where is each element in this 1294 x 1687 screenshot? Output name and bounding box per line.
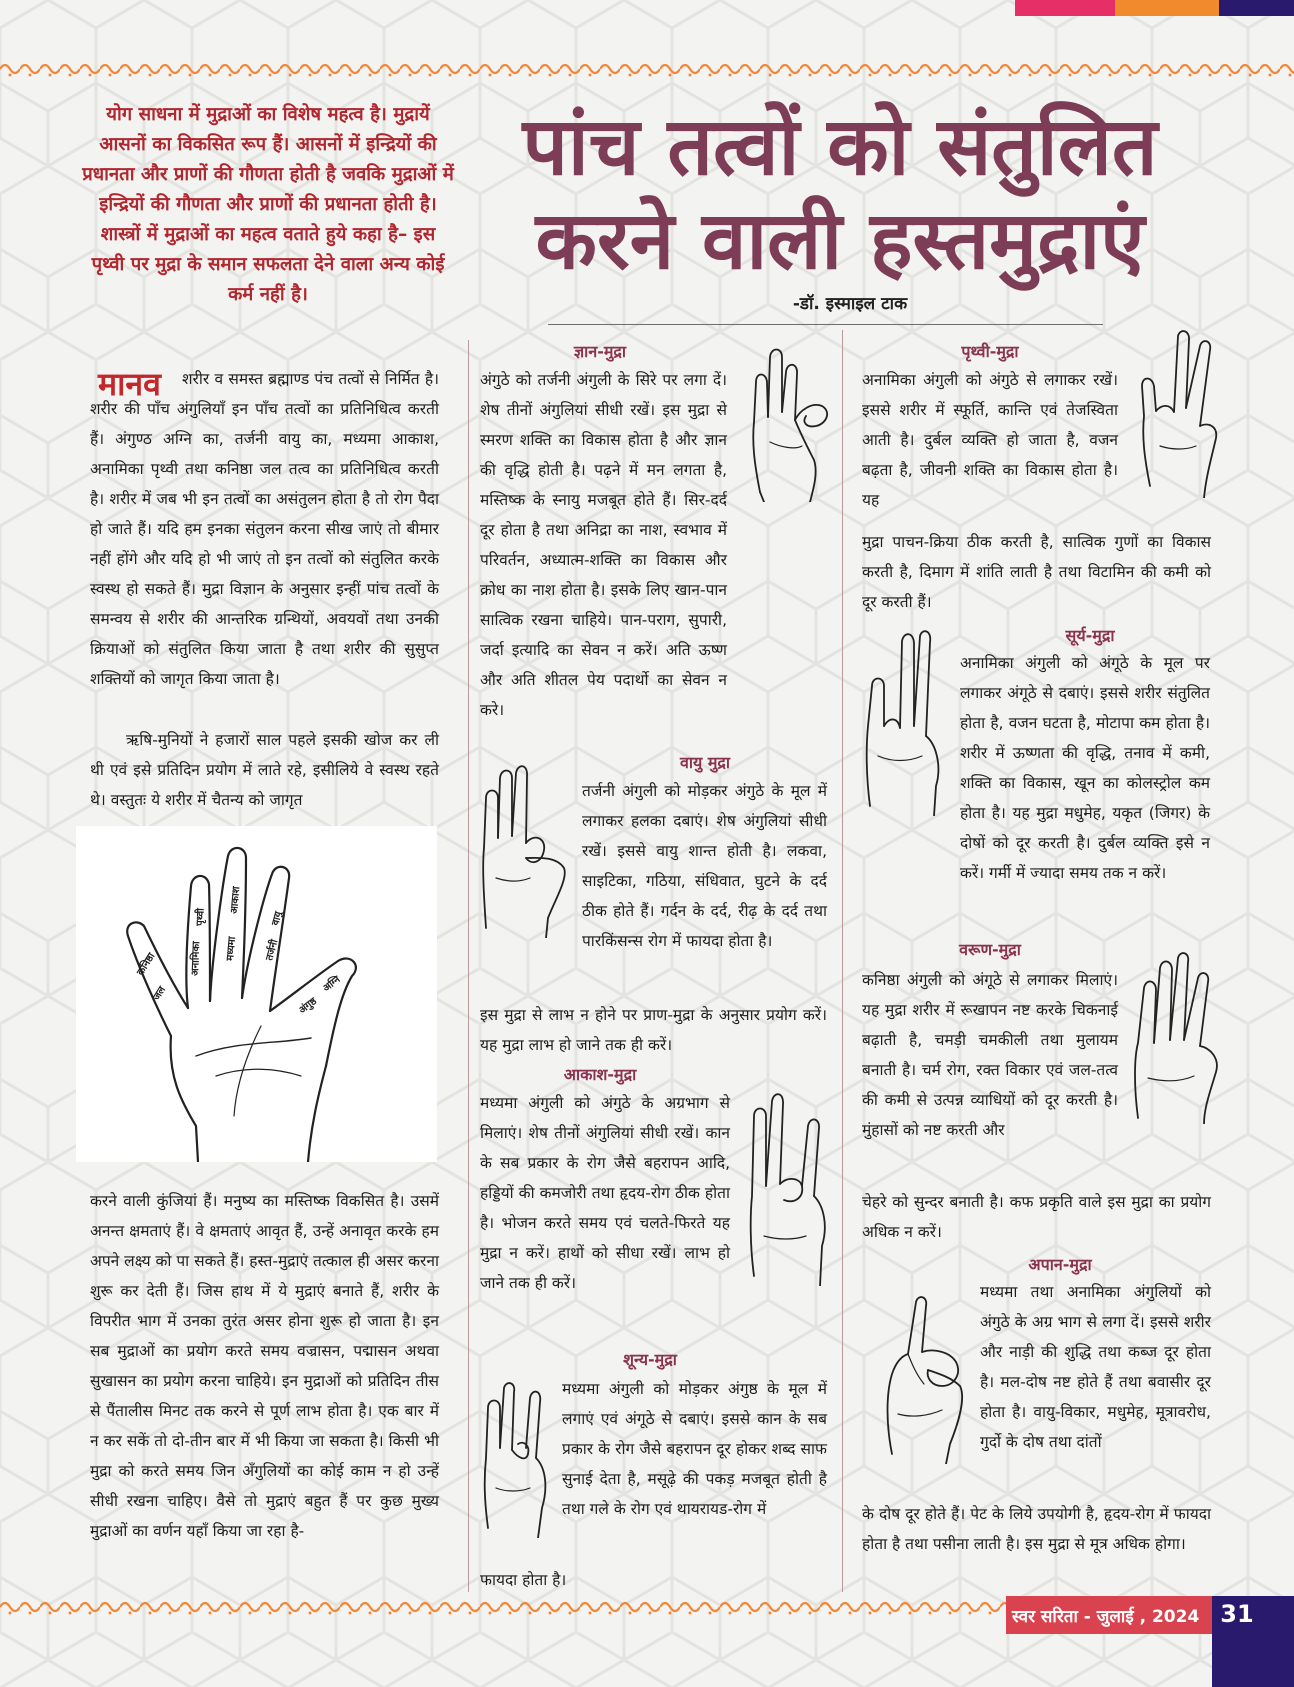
author-byline: -डॉ. इस्माइल टाक (792, 294, 908, 314)
heading-akash-mudra: आकाश-मुद्रा (563, 1065, 637, 1084)
heading-varun-mudra: वरूण-मुद्रा (959, 940, 1021, 959)
vayu-mudra-text-continued (480, 1000, 827, 1060)
hand-label-middle: मध्यमा (225, 936, 239, 962)
vayu-mudra-paragraph: तर्जनी अंगुली को मोड़कर अंगुठे के मूल में लगाकर हलका दबाएं। शेष अंगुलियां सीधी रखें। इससे वायु शान्त होती है। लकवा, साइटिका, गठिया, संधिवात, घुटने के दर्द ठीक होते हैं। गर्दन के दर्द, रीढ़ के दर्द तथा पारकिंसन्स रोग में फायदा होता है। (582, 782, 827, 950)
hand-label-earth: पृथ्वी (195, 908, 207, 927)
vayu-mudra-paragraph-2: इस मुद्रा से लाभ न होने पर प्राण-मुद्रा के अनुसार प्रयोग करें। यह मुद्रा लाभ हो जाने तक ही करें। (480, 1006, 827, 1054)
apan-mudra-text-continued (862, 1499, 1211, 1559)
akash-mudra-text (480, 1088, 730, 1298)
gyan-mudra-paragraph: अंगुठे को तर्जनी अंगुली के सिरे पर लगा दें। शेष तीनों अंगुलियां सीधी रखें। इस मुद्रा से स्मरण शक्ति का विकास होता है और ज्ञान की वृद्धि होती है। पढ़ने में मन लगता है, मस्तिष्क के स्नायु मजबूत होते हैं। सिर-दर्द दूर होता है तथा अनिद्रा का नाश, स्वभाव में परिवर्तन, अध्यात्म-शक्ति का विकास और क्रोध का नाश होता है। इसके लिए खान-पान सात्विक रखना चाहिये। पान-पराग, सुपारी, जर्दा इत्यादि का सेवन न करें। अति ऊष्ण और अति शीतल पेय पदार्थो का सेवन न करे। (480, 371, 727, 719)
hand-label-ring: अनामिका (190, 941, 203, 977)
shunya-mudra-text (562, 1374, 827, 1524)
heading-surya-mudra: सूर्य-मुद्रा (1065, 626, 1115, 645)
title-line-2: करने वाली हस्तमुद्राएं (535, 194, 1145, 287)
hand-label-pinky: कनिष्ठा (135, 951, 158, 978)
page-number: 31 (1220, 1600, 1254, 1628)
heading-vayu-mudra: वायु मुद्रा (679, 753, 731, 772)
prithvi-mudra-paragraph-2: मुद्रा पाचन-क्रिया ठीक करती है, सात्विक गुणों का विकास करती है, दिमाग में शांति लाती है तथा विटामिन की कमी को दूर करती हैं। (862, 533, 1211, 611)
varun-mudra-figure (1124, 948, 1234, 1124)
shunya-mudra-paragraph: मध्यमा अंगुली को मोड़कर अंगुष्ठ के मूल में लगाएं एवं अंगूठे से दबाएं। इससे कान के सब प्रकार के रोग जैसे बहरापन दूर होकर शब्द साफ सुनाई देता है, मसूढ़े की पकड़ मजबूत होती है तथा गले के रोग एवं थायरायड-रोग में (562, 1380, 827, 1518)
varun-mudra-hand-icon (1124, 948, 1234, 1124)
title-line-1: पांच तत्वों को संतुलित (522, 100, 1158, 193)
drop-word: मानव (98, 365, 161, 403)
varun-mudra-text-continued (862, 1187, 1211, 1247)
prithvi-mudra-text-continued (862, 527, 1211, 617)
hand-label-index: तर्जनी (264, 938, 281, 962)
hand-label-water: जल (151, 984, 169, 1003)
apan-mudra-figure (872, 1294, 980, 1464)
akash-mudra-paragraph: मध्यमा अंगुली को अंगुठे के अग्रभाग से मिलाएं। शेष तीनों अंगुलियां सीधी रखें। कान के सब प्रकार के रोग जैसे बहरापन आदि, हड्डियों की कमजोरी तथा हृदय-रोग ठीक होता है। भोजन करते समय एवं चलते-फिरते यह मुद्रा न करें। हाथों को सीधा रखें। लाभ हो जाने तक ही करें। (480, 1094, 730, 1292)
column-divider-1 (468, 340, 469, 1592)
col1-paragraph-3 (90, 1186, 439, 1546)
gyan-mudra-hand-icon (740, 342, 840, 502)
gyan-mudra-text (480, 365, 727, 725)
akash-mudra-hand-icon (744, 1086, 838, 1286)
col1-paragraph-2 (90, 725, 439, 815)
apan-mudra-paragraph: मध्यमा तथा अनामिका अंगुलियों को अंगुठे के अग्र भाग से लगा दें। इससे शरीर और नाड़ी की शुद्धि तथा कब्ज दूर होता है। मल-दोष नष्ट होते हैं तथा बवासीर दूर होता है। वायु-विकार, मधुमेह, मूत्रावरोध, गुर्दो के दोष तथा दांतों (980, 1283, 1211, 1451)
heading-shunya-mudra: शून्य-मुद्रा (623, 1350, 677, 1369)
surya-mudra-paragraph: अनामिका अंगुली को अंगूठे के मूल पर लगाकर अंगूठे से दबाएं। इससे शरीर संतुलित होता है, वजन घटता है, मोटापा कम होता है। शरीर में ऊष्णता की वृद्धि, तनाव में कमी, शक्ति का विकास, खून का कोलस्ट्रोल कम होता है। यह मुद्रा मधुमेह, यकृत (जिगर) के दोषों को दूर करती है। दुर्बल व्यक्ति इसे न करें। गर्मी में ज्यादा समय तक न करें। (960, 654, 1210, 882)
apan-mudra-paragraph-2: के दोष दूर होते हैं। पेट के लिये उपयोगी है, हृदय-रोग में फायदा होता है तथा पसीना लाती है। इस मुद्रा से मूत्र अधिक होगा। (862, 1505, 1211, 1553)
para2-text: ऋषि-मुनियों ने हजारों साल पहले इसकी खोज कर ली थी एवं इसे प्रतिदिन प्रयोग में लाते रहे, इसीलिये वे स्वस्थ रहते थे। वस्तुतः ये शरीर में चैतन्य को जागृत (90, 731, 439, 809)
hand-label-fire: अग्नि (321, 974, 343, 995)
vayu-mudra-figure (476, 758, 576, 938)
varun-mudra-text (862, 965, 1118, 1145)
prithvi-mudra-text (862, 365, 1118, 515)
column-divider-2 (842, 330, 843, 1592)
varun-mudra-paragraph-2: चेहरे को सुन्दर बनाती है। कफ प्रकृति वाले इस मुद्रा का प्रयोग अधिक न करें। (862, 1193, 1211, 1241)
surya-mudra-hand-icon (858, 626, 954, 816)
col1-opening-paragraph (90, 364, 439, 694)
heading-prithvi-mudra: पृथ्वी-मुद्रा (961, 342, 1019, 361)
varun-mudra-paragraph: कनिष्ठा अंगुली को अंगूठे से लगाकर मिलाएं। यह मुद्रा शरीर में रूखापन नष्ट करके चिकनाई बढ़ाती है, चमड़ी चमकीली तथा मुलायम बनाती है। चर्म रोग, रक्त विकार एवं जल-तत्व की कमी से उत्पन्न व्याधियों को दूर करती है। मुंहासों को नष्ट करती और (862, 971, 1118, 1139)
gyan-mudra-figure (740, 342, 840, 502)
shunya-mudra-text-continued (480, 1565, 827, 1595)
vayu-mudra-hand-icon (476, 758, 576, 938)
shunya-mudra-paragraph-2: फायदा होता है। (480, 1571, 567, 1589)
decorative-border-top (0, 60, 1294, 78)
hand-label-sky: आकाश (229, 886, 243, 915)
byline-rule (548, 324, 1103, 325)
surya-mudra-figure (858, 626, 954, 816)
opening-text: शरीर व समस्त ब्रह्माण्ड पंच तत्वों से निर्मित है। शरीर की पाँच अंगुलियाँ इन पाँच तत्वों का प्रतिनिधित्व करती हैं। अंगुण्ठ अग्नि का, तर्जनी वायु का, मध्यमा आकाश, अनामिका पृथ्वी तथा कनिष्ठा जल तत्व का प्रतिनिधित्व करती है। शरीर में जब भी इन तत्वों का असंतुलन होता है तो रोग पैदा हो जाते हैं। यदि हम इनका संतुलन करना सीख जाएं तो बीमार नहीं होंगे और यदि हो भी जाएं तो इन तत्वों को संतुलित करके स्वस्थ हो सकते हैं। मुद्रा विज्ञान के अनुसार इन्हीं पांच तत्वों के समन्वय से शरीर की आन्तरिक ग्रन्थियों, अवयवों तथा उनकी क्रियाओं को संतुलित किया जाता है तथा शरीर की सुसुप्त शक्तियों को जागृत किया जाता है। (90, 370, 439, 688)
shunya-mudra-hand-icon (476, 1378, 560, 1538)
prithvi-mudra-paragraph: अनामिका अंगुली को अंगुठे से लगाकर रखें। इससे शरीर में स्फूर्ति, कान्ति एवं तेजस्विता आती है। दुर्बल व्यक्ति हो जाता है, वजन बढ़ता है, जीवनी शक्ति का विकास होता है। यह (862, 371, 1118, 509)
prithvi-mudra-figure (1134, 326, 1238, 498)
intro-quote: योग साधना में मुद्राओं का विशेष महत्व है। मुद्रायें आसनों का विकसित रूप हैं। आसनों में इन्द्रियों की प्रधानता और प्राणों की गौणता होती है जवकि मुद्राओं में इन्द्रियों की गौणता और प्राणों की प्रधानता होती है। शास्त्रों में मुद्राओं का महत्व वताते हुये कहा है– इस पृथ्वी पर मुद्रा के समान सफलता देने वाला अन्य कोई कर्म नहीं है। (82, 104, 454, 305)
labeled-hand-icon (76, 826, 437, 1162)
heading-gyan-mudra: ज्ञान-मुद्रा (573, 342, 627, 361)
apan-mudra-text (980, 1277, 1211, 1457)
prithvi-mudra-hand-icon (1134, 326, 1238, 498)
top-color-bar (1015, 0, 1294, 16)
para3-text: करने वाली कुंजियां हैं। मनुष्य का मस्तिष्क विकसित है। उसमें अनन्त क्षमताएं हैं। वे क्षमताएं आवृत हैं, उन्हें अनावृत करके हम अपने लक्ष्य को पा सकते हैं। हस्त-मुद्राएं तत्काल ही असर करना शुरू कर देती हैं। जिस हाथ में ये मुद्राएं बनाते हैं, शरीर के विपरीत भाग में उनका तुरंत असर होना शुरू हो जाता है। इन सब मुद्राओं का प्रयोग करते समय वज्रासन, पद्मासन अथवा सुखासन का प्रयोग करना चाहिये। इन मुद्राओं को प्रतिदिन तीस से पैंतालीस मिनट तक करने से पूर्ण लाभ होता है। एक बार में न कर सकें तो दो-तीन बार में भी किया जा सकता है। किसी भी मुद्रा को करते समय जिन अँगुलियों का कोई काम न हो उन्हें सीधी रखना चाहिए। वैसे तो मुद्राएं बहुत हैं पर कुछ मुख्य मुद्राओं का वर्णन यहाँ किया जा रहा है- (90, 1192, 439, 1540)
hand-elements-illustration (76, 826, 437, 1162)
heading-apan-mudra: अपान-मुद्रा (1028, 1255, 1092, 1274)
hand-label-air: वायु (270, 910, 285, 927)
footer-magazine-name: स्वर सरिता - जुलाई , 2024 (1012, 1607, 1200, 1627)
akash-mudra-figure (744, 1086, 838, 1286)
vayu-mudra-text (582, 776, 827, 956)
shunya-mudra-figure (476, 1378, 560, 1538)
surya-mudra-text (960, 648, 1210, 888)
article-title (490, 100, 1190, 288)
apan-mudra-hand-icon (872, 1294, 980, 1464)
hand-label-thumb: अंगुष्ठ (297, 995, 319, 1017)
